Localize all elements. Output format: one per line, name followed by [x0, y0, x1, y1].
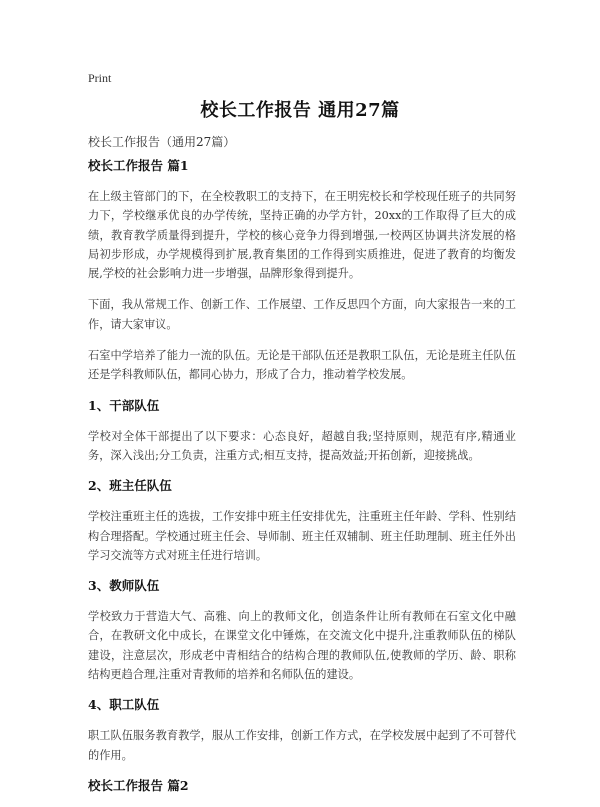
document-subtitle: 校长工作报告（通用27篇）: [88, 135, 236, 149]
section-heading: 校长工作报告 篇2: [88, 777, 189, 793]
paragraph: 学校致力于营造大气、高雅、向上的教师文化，创造条件让所有教师在石室文化中融合，在教研文化中成长，在课堂文化中锤炼，在交流文化中提升,注重教师队伍的梯队建设，注意层次，形成老中青相结合的结构合理的教师队伍,使教师的学历、龄、职称结构更趋合理,注重对青教师的培养和名师队伍的建设。: [88, 610, 516, 682]
paragraph: 石室中学培养了能力一流的队伍。无论是干部队伍还是教职工队伍，无论是班主任队伍还是学科教师队伍，都同心协力，形成了合力，推动着学校发展。: [88, 349, 516, 382]
section-heading: 3、教师队伍: [88, 578, 160, 594]
paragraph: 在上级主管部门的下，在全校教职工的支持下，在王明宪校长和学校现任班子的共同努力下，学校继承优良的办学传统，坚持正确的办学方针，20xx的工作取得了巨大的成绩，教育教学质量得到提升，学校的核心竞争力得到增强,一校两区协调共济发展的格局初步形成，办学规模得到扩展,教育集团的工作得到实质推进，促进了教育的均衡发展,学校的社会影响力进一步增强，品牌形象得到提升。: [88, 190, 516, 281]
paragraph: 职工队伍服务教育教学，服从工作安排，创新工作方式，在学校发展中起到了不可替代的作用。: [88, 729, 516, 762]
document-body: [88, 157, 516, 807]
print-link[interactable]: Print: [88, 71, 112, 85]
paragraph: 下面，我从常规工作、创新工作、工作展望、工作反思四个方面，向大家报告一来的工作，请大家审议。: [88, 298, 516, 331]
section-heading: 2、班主任队伍: [88, 478, 172, 494]
section-heading: 校长工作报告 篇1: [88, 158, 189, 173]
section-heading: 1、干部队伍: [88, 397, 160, 413]
paragraph: 学校对全体干部提出了以下要求：心态良好，超越自我;坚持原则，规范有序,精通业务，深入浅出;分工负责，注重方式;相互支持，提高效益;开拓创新，迎接挑战。: [88, 429, 516, 462]
paragraph: 学校注重班主任的选拔，工作安排中班主任安排优先，注重班主任年龄、学科、性别结构合理搭配。学校通过班主任会、导师制、班主任双辅制、班主任助理制、班主任外出学习交流等方式对班主任进行培训。: [88, 510, 516, 562]
page-title: 校长工作报告 通用27篇: [200, 100, 400, 121]
section-heading: 4、职工队伍: [88, 697, 160, 713]
